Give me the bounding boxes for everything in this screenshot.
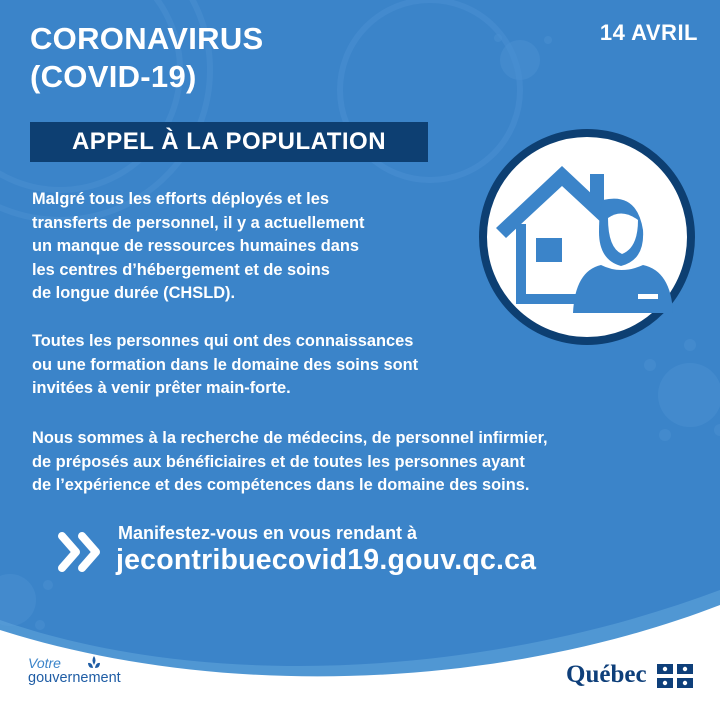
p2-line-3: invitées à venir prêter main-forte. [32, 379, 291, 397]
house-and-nurse-icon [478, 128, 696, 346]
p2-line-2: ou une formation dans le domaine des soins sont [32, 355, 419, 374]
p1-line-2: transferts de personnel, il y a actuellement [32, 213, 365, 232]
p1-line-3: un manque de ressources humaines dans [32, 237, 360, 255]
call-banner: APPEL À LA POPULATION [30, 122, 428, 162]
p1-line-5: de longue durée (CHSLD). [32, 284, 236, 302]
footer-wave [0, 580, 720, 720]
paragraph-invitation [32, 330, 532, 401]
p2-line-1: Toutes les personnes qui ont des connaissances [32, 332, 414, 350]
date-label: 14 AVRIL [599, 20, 698, 45]
gov-logo-line-1: Votre [28, 655, 61, 671]
title-line-2: (COVID-19) [30, 59, 197, 94]
p3-line-1: Nous sommes à la recherche de médecins, de personnel infirmier, [32, 429, 548, 447]
paragraph-search [32, 427, 712, 498]
cta-intro-text: Manifestez-vous en vous rendant à [118, 523, 418, 543]
cta-url-link[interactable]: jecontribuecovid19.gouv.qc.ca [116, 544, 537, 576]
page-title [30, 20, 264, 96]
fleur-de-lys-icon [86, 655, 102, 671]
paragraph-shortage [32, 188, 462, 306]
p3-line-2: de préposés aux bénéficiaires et de toutes les personnes ayant [32, 452, 525, 471]
double-chevron-right-icon [58, 530, 104, 574]
gov-logo-line-2: gouvernement [28, 670, 121, 686]
title-line-1: CORONAVIRUS [30, 21, 264, 56]
p1-line-1: Malgré tous les efforts déployés et les [32, 190, 329, 208]
quebec-wordmark: Québec [566, 661, 647, 688]
p1-line-4: les centres d’hébergement et de soins [32, 260, 330, 279]
quebec-flag-icon [657, 664, 693, 688]
p3-line-3: de l’expérience et des compétences dans le domaine des soins. [32, 476, 530, 494]
